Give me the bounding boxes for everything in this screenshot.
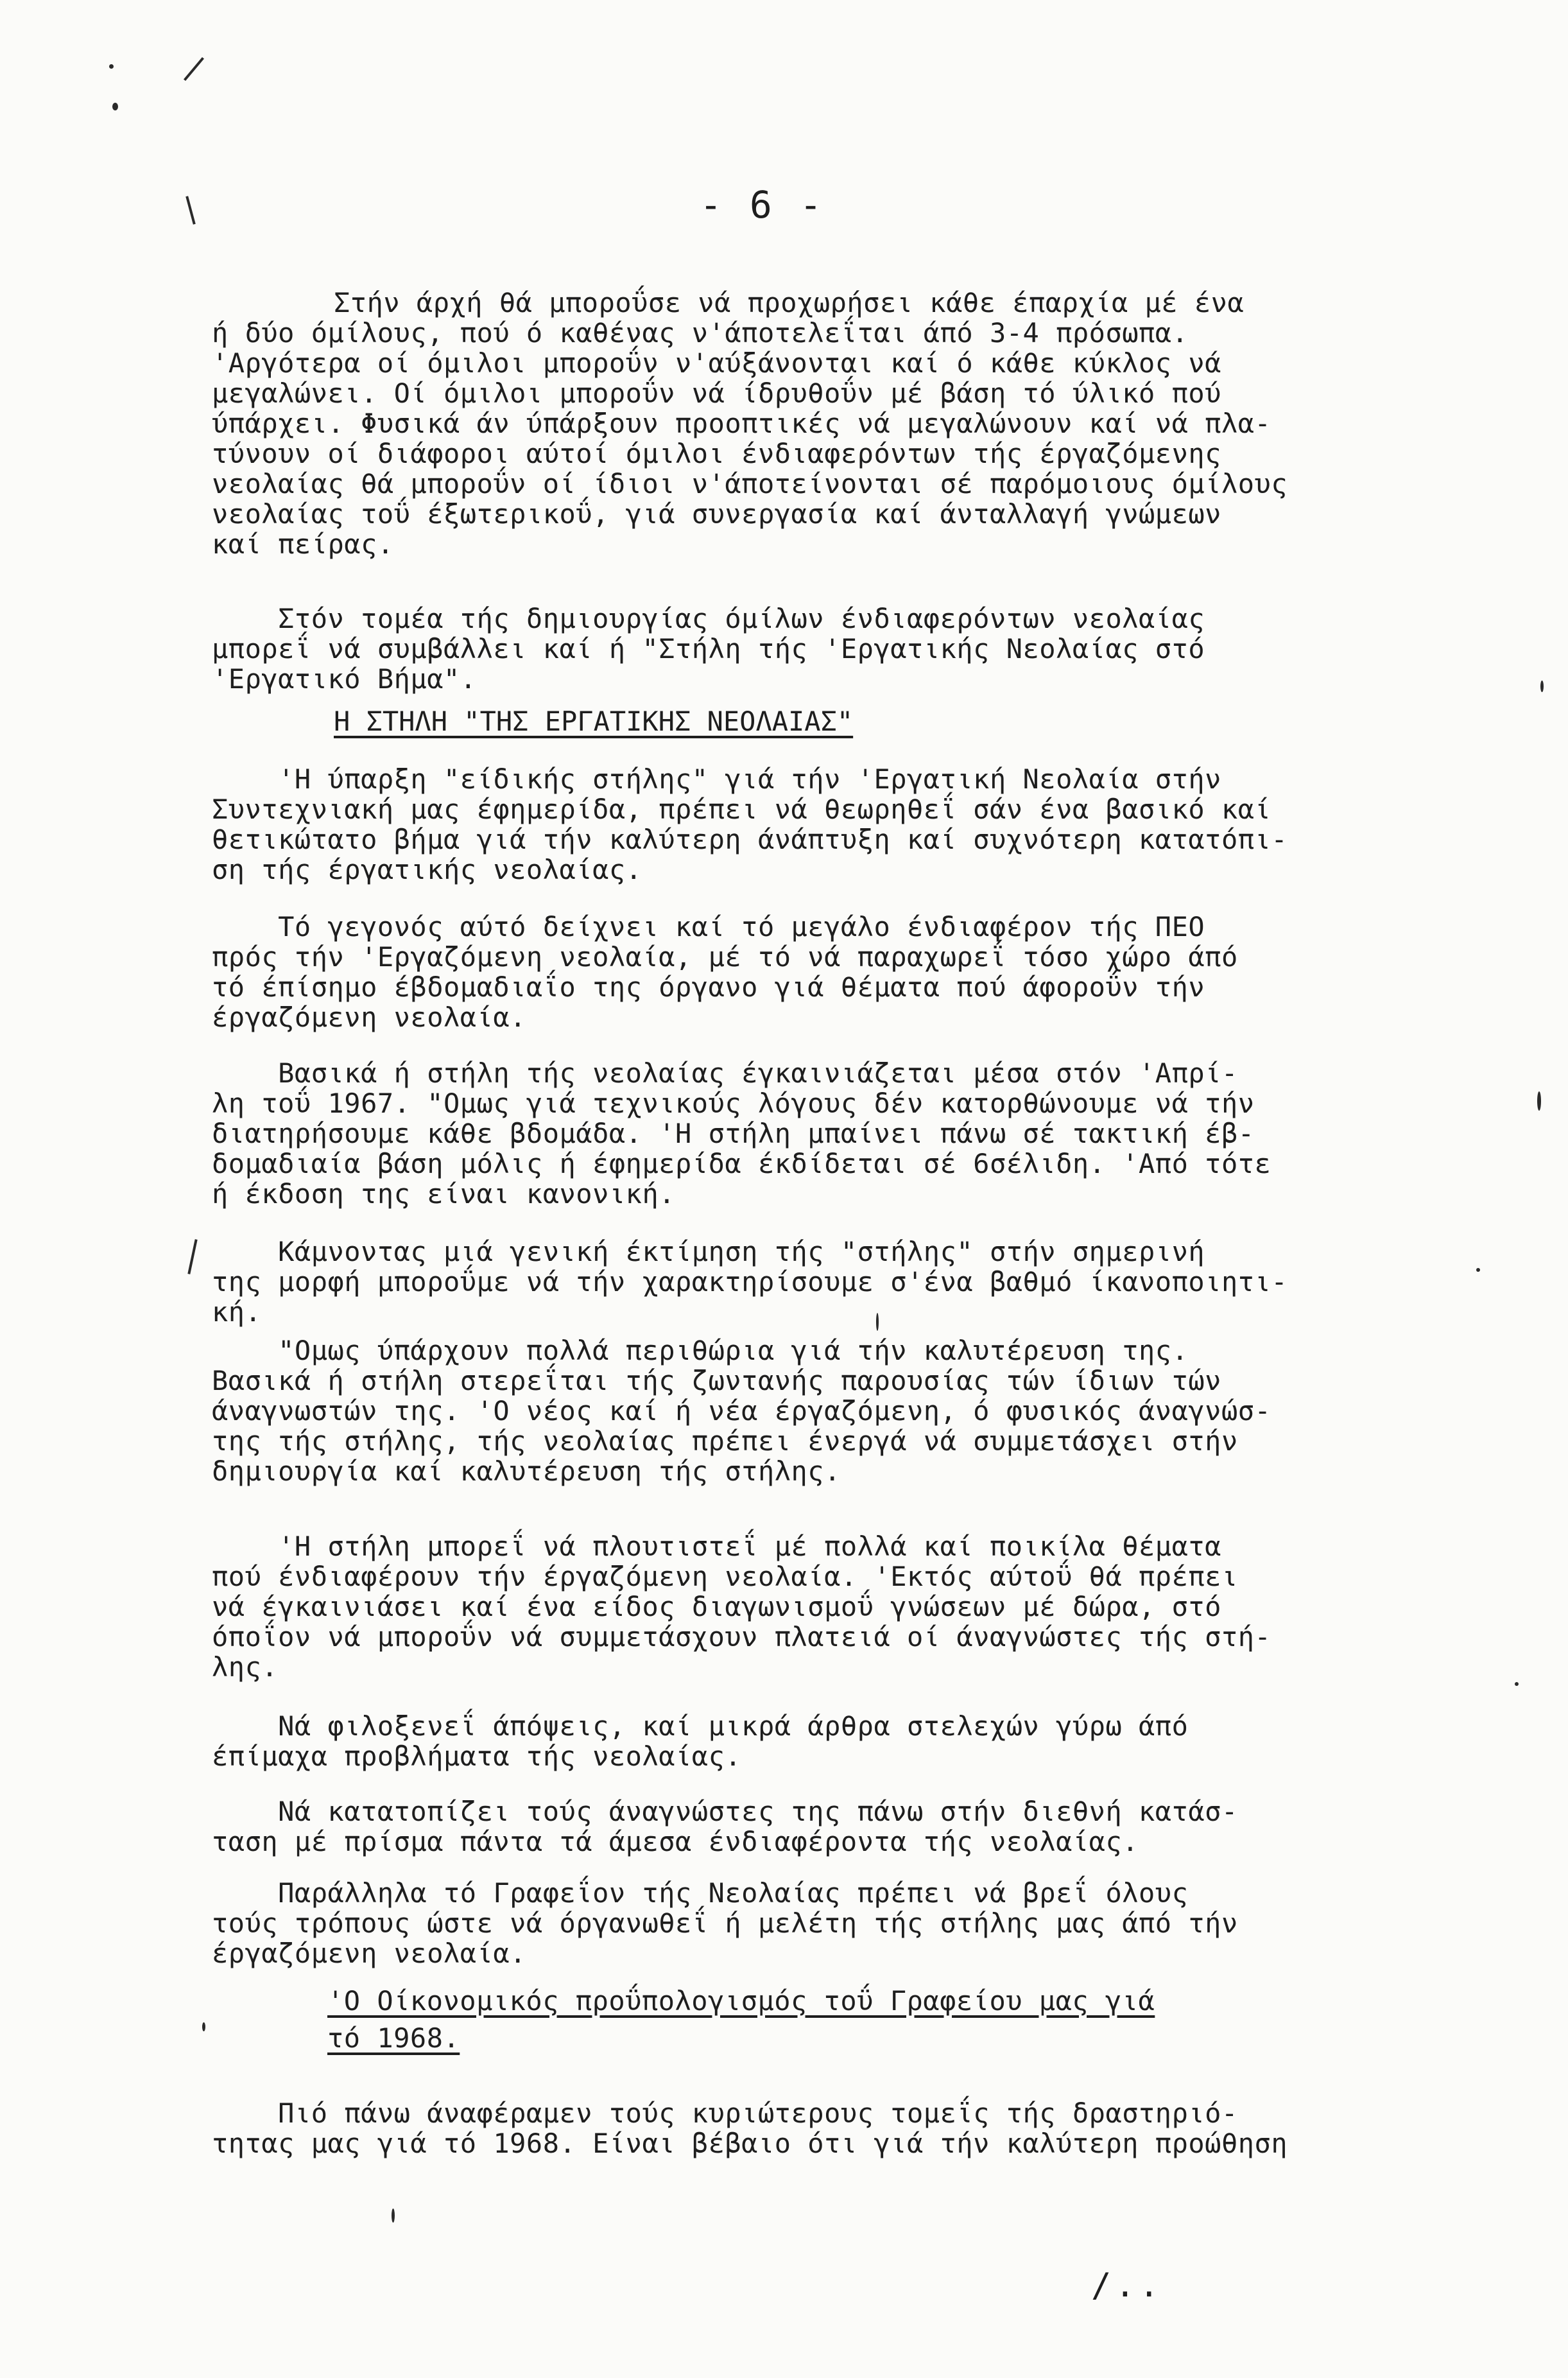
text-line: Συντεχνιακή μας έφημερίδα, πρέπει νά θεωρηθεΐ σάν ένα βασικό καί	[212, 794, 1271, 825]
paragraph	[212, 912, 1489, 1032]
text-line: λη τοΰ 1967. "Ομως γιά τεχνικούς λόγους δέν κατορθώνουμε νά τήν	[212, 1088, 1255, 1119]
section-heading	[327, 1983, 1354, 2057]
text-line: έργαζόμενη νεολαία.	[212, 1002, 526, 1033]
scan-speck	[1515, 1682, 1519, 1686]
section-heading: Η ΣΤΗΛΗ "ΤΗΣ ΕΡΓΑΤΙΚΗΣ ΝΕΟΛΑΙΑΣ"	[334, 706, 854, 737]
text-line: έργαζόμενη νεολαία.	[212, 1938, 526, 1969]
margin-tick	[185, 196, 196, 225]
scan-speck	[392, 2209, 395, 2223]
text-line: νεολαίας τοΰ έξωτερικοΰ, γιά συνεργασία καί άνταλλαγή γνώμεων	[212, 498, 1221, 530]
scan-speck	[202, 2022, 205, 2031]
text-line: Νά φιλοξενεΐ άπόψεις, καί μικρά άρθρα στελεχών γύρω άπό	[212, 1710, 1189, 1742]
paragraph	[212, 1711, 1489, 1771]
text-line: 'Η ύπαρξη "είδικής στήλης" γιά τήν 'Εργατική Νεολαία στήν	[212, 763, 1221, 795]
text-line: Πιό πάνω άναφέραμεν τούς κυριώτερους τομεΐς τής δραστηριό-	[212, 2097, 1238, 2129]
text-line: κή.	[212, 1296, 262, 1328]
page-number: - 6 -	[700, 183, 825, 227]
paragraph	[212, 764, 1489, 885]
text-line: της μορφή μποροΰμε νά τήν χαρακτηρίσουμε σ'ένα βαθμό ίκανοποιητι-	[212, 1266, 1288, 1297]
text-line: 'Η στήλη μπορεΐ νά πλουτιστεΐ μέ πολλά καί ποικίλα θέματα	[212, 1531, 1221, 1562]
text-line: της τής στήλης, τής νεολαίας πρέπει ένεργά νά συμμετάσχει στήν	[212, 1425, 1238, 1457]
text-line: Κάμνοντας μιά γενική έκτίμηση τής "στήλης" στήν σημερινή	[212, 1236, 1205, 1267]
text-line: Νά κατατοπίζει τούς άναγνώστες της πάνω στήν διεθνή κατάσ-	[212, 1796, 1238, 1827]
margin-tick	[184, 57, 204, 81]
scan-speck	[1540, 681, 1544, 692]
text-line: δημιουργία καί καλυτέρευση τής στήλης.	[212, 1455, 841, 1487]
text-line: Παράλληλα τό Γραφεΐον τής Νεολαίας πρέπει νά βρεΐ όλους	[212, 1877, 1189, 1909]
heading-line: τό 1968.	[327, 2022, 460, 2054]
paragraph	[212, 1335, 1489, 1486]
text-line: καί πείρας.	[212, 528, 394, 560]
text-line: Τό γεγονός αύτό δείχνει καί τό μεγάλο ένδιαφέρον τής ΠΕΟ	[212, 911, 1205, 942]
text-line: 'Εργατικό Βήμα".	[212, 663, 477, 695]
paragraph	[212, 1796, 1489, 1857]
paragraph	[212, 1531, 1489, 1682]
paragraph	[212, 2098, 1489, 2158]
text-line: Βασικά ή στήλη τής νεολαίας έγκαινιάζεται μέσα στόν 'Απρί-	[212, 1057, 1238, 1089]
text-line: νεολαίας θά μποροΰν οί ίδιοι ν'άποτείνονται σέ παρόμοιους όμίλους	[212, 468, 1288, 499]
text-line: πρός τήν 'Εργαζόμενη νεολαία, μέ τό νά παραχωρεΐ τόσο χώρο άπό	[212, 941, 1238, 973]
text-line: Στήν άρχή θά μποροΰσε νά προχωρήσει κάθε έπαρχία μέ ένα	[334, 287, 1245, 318]
text-line: έπίμαχα προβλήματα τής νεολαίας.	[212, 1740, 742, 1772]
heading-line: 'Ο Οίκονομικός προΰπολογισμός τοΰ Γραφείου μας γιά	[327, 1985, 1155, 2017]
scan-speck	[1537, 1091, 1541, 1111]
paragraph	[212, 1237, 1489, 1327]
text-line: 'Αργότερα οί όμιλοι μποροΰν ν'αύξάνονται καί ό κάθε κύκλος νά	[212, 347, 1221, 379]
scan-speck	[876, 1313, 879, 1331]
margin-tick	[187, 1239, 197, 1274]
scan-speck	[112, 103, 118, 110]
paragraph	[212, 288, 1489, 559]
text-line: τό έπίσημο έβδομαδιαΐο της όργανο γιά θέματα πού άφοροΰν τήν	[212, 971, 1205, 1003]
text-line: όποΐον νά μποροΰν νά συμμετάσχουν πλατειά οί άναγνώστες τής στή-	[212, 1621, 1271, 1653]
text-line: μπορεΐ νά συμβάλλει καί ή "Στήλη τής 'Εργατικής Νεολαίας στό	[212, 633, 1205, 664]
text-line: δομαδιαία βάση μόλις ή έφημερίδα έκδίδεται σέ 6σέλιδη. 'Από τότε	[212, 1148, 1271, 1179]
text-line: ή έκδοση της είναι κανονική.	[212, 1178, 676, 1210]
text-line: μεγαλώνει. Οί όμιλοι μποροΰν νά ίδρυθοΰν μέ βάση τό ύλικό πού	[212, 378, 1221, 409]
paragraph	[212, 603, 1489, 694]
text-line: πού ένδιαφέρουν τήν έργαζόμενη νεολαία. 'Εκτός αύτοΰ θά πρέπει	[212, 1561, 1238, 1592]
text-line: τητας μας γιά τό 1968. Είναι βέβαιο ότι γιά τήν καλύτερη προώθηση	[212, 2128, 1288, 2159]
scan-speck	[109, 64, 114, 69]
text-line: θετικώτατο βήμα γιά τήν καλύτερη άνάπτυξη καί συχνότερη κατατόπι-	[212, 824, 1288, 855]
text-line: Στόν τομέα τής δημιουργίας όμίλων ένδιαφερόντων νεολαίας	[212, 603, 1205, 634]
paragraph	[212, 1058, 1489, 1209]
text-line: τύνουν οί διάφοροι αύτοί όμιλοι ένδιαφερόντων τής έργαζόμενης	[212, 438, 1221, 469]
text-line: ταση μέ πρίσμα πάντα τά άμεσα ένδιαφέροντα τής νεολαίας.	[212, 1826, 1139, 1857]
text-line: ση τής έργατικής νεολαίας.	[212, 854, 642, 885]
text-line: Βασικά ή στήλη στερεΐται τής ζωντανής παρουσίας τών ίδιων τών	[212, 1365, 1221, 1396]
text-line: άναγνωστών της. 'Ο νέος καί ή νέα έργαζόμενη, ό φυσικός άναγνώσ-	[212, 1395, 1271, 1427]
text-line: "Ομως ύπάρχουν πολλά περιθώρια γιά τήν καλυτέρευση της.	[212, 1335, 1189, 1366]
text-line: ύπάρχει. Φυσικά άν ύπάρξουν προοπτικές νά μεγαλώνουν καί νά πλα-	[212, 408, 1271, 439]
scan-speck	[1476, 1268, 1480, 1272]
paragraph	[212, 1878, 1489, 1968]
text-line: λης.	[212, 1651, 279, 1683]
text-line: ή δύο όμίλους, πού ό καθένας ν'άποτελεΐται άπό 3-4 πρόσωπα.	[212, 317, 1189, 349]
text-line: νά έγκαινιάσει καί ένα είδος διαγωνισμοΰ γνώσεων μέ δώρα, στό	[212, 1591, 1221, 1622]
text-line: διατηρήσουμε κάθε βδομάδα. 'Η στήλη μπαίνει πάνω σέ τακτική έβ-	[212, 1118, 1255, 1149]
continuation-mark: /..	[1091, 2266, 1163, 2305]
text-line: τούς τρόπους ώστε νά όργανωθεΐ ή μελέτη τής στήλης μας άπό τήν	[212, 1907, 1238, 1939]
